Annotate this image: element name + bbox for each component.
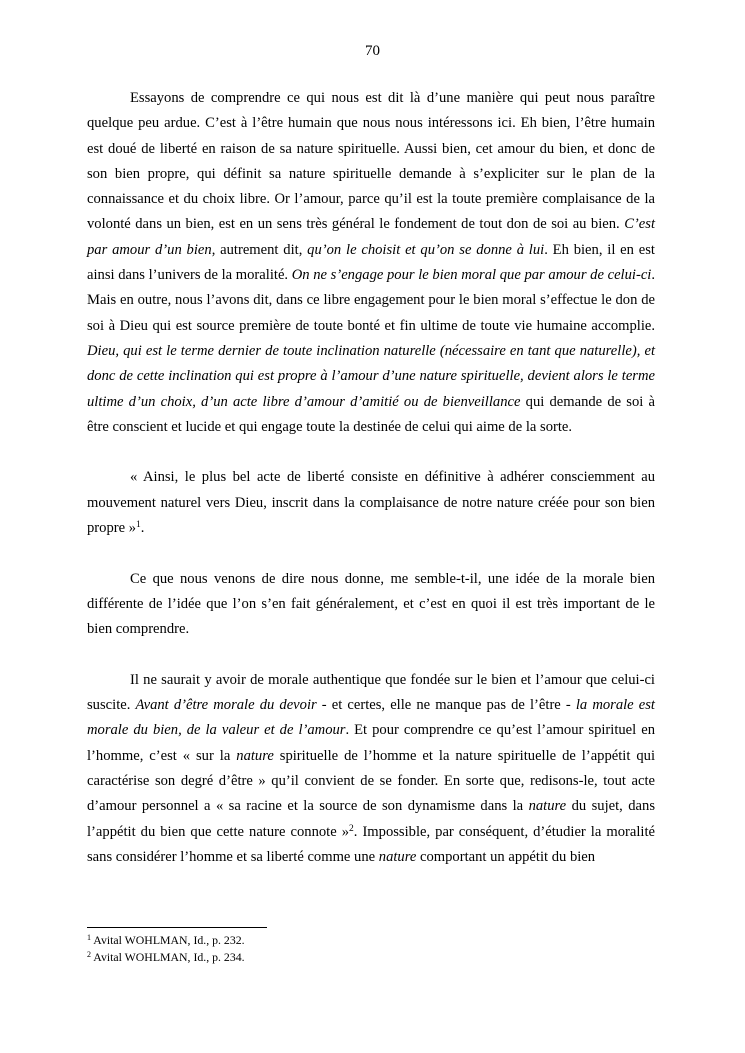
text-run: . Et pour comprendre ce qu’est l’amour spirituel en l’homme, c’est « sur la — [87, 722, 655, 764]
italic-text: nature — [378, 848, 417, 865]
page-number: 70 — [365, 43, 380, 59]
text-run: spirituelle de l’homme et la nature spirituelle de l’appétit qui caractérise son degré d’être » qu’il convient de se fonder. En sorte que, redisons-le, tout acte d’amour personnel a « sa racine et la source de son dynamisme dans la — [87, 747, 656, 815]
footnote-text: Avital WOHLMAN, Id., p. 232. — [91, 933, 245, 947]
footnote-separator — [87, 927, 267, 928]
footnote-text: Avital WOHLMAN, Id., p. 234. — [91, 950, 245, 964]
text-run: . — [140, 520, 145, 537]
text-run: Essayons de comprendre ce qui nous est dit là d’une manière qui peut nous paraître quelque peu ardue. C’est à l’être humain que nous nous intéressons ici. Eh bien, l’être humain est doué de liberté en raison de sa nature spirituelle. Aussi bien, cet amour du bien, et donc de son bien propre, qui définit sa nature spirituelle demande à s’expliciter sur le plan de la connaissance et du choix libre. Or l’amour, parce qu’il est la toute première complaisance de la volonté dans un bien, est en un sens très général le fondement de tout don de soi au bien. — [87, 90, 655, 233]
italic-text: qu’on le choisit et qu’on se donne à lui — [307, 241, 545, 258]
italic-text: On ne s’engage pour le bien moral que par amour de celui-ci — [291, 267, 652, 284]
footnote-2 — [87, 949, 655, 966]
italic-text: nature — [528, 798, 567, 815]
italic-text: Avant d’être morale du devoir — [135, 697, 317, 714]
footnote-marker: 2 — [87, 950, 91, 959]
italic-text: Dieu, qui est le terme dernier de toute inclination naturelle (nécessaire en tant que naturelle), et donc de cette inclination qui est propre à l’amour d’une nature spirituelle, devient alors le terme ultime d’un choix, d’un acte libre d’amour d’amitié ou de bienveillance — [87, 342, 655, 410]
footnote-ref: 1 — [136, 520, 141, 531]
paragraph-3 — [87, 567, 655, 643]
text-run: « Ainsi, le plus bel acte de liberté consiste en définitive à adhérer consciemment au mouvement naturel vers Dieu, inscrit dans la complaisance de notre nature créée pour son bien propre » — [87, 469, 655, 537]
text-run: du sujet, dans l’appétit du bien que cette nature connote » — [87, 798, 655, 840]
text-run: Il ne saurait y avoir de morale authentique que fondée sur le bien et l’amour que celui-ci suscite. — [87, 671, 655, 714]
footnote-ref: 2 — [349, 823, 354, 834]
italic-text: la morale est morale du bien, de la valeur et de l’amour — [87, 697, 655, 739]
body-text — [87, 86, 655, 870]
italic-text: nature — [236, 747, 274, 764]
text-run: - et certes, elle ne manque pas de l’être - — [316, 697, 576, 714]
text-run: , autrement dit, — [211, 241, 308, 258]
paragraph-4 — [87, 668, 655, 870]
footnote-marker: 1 — [87, 933, 91, 942]
paragraph-2 — [87, 465, 655, 541]
text-run: . Impossible, par conséquent, d’étudier la moralité sans considérer l’homme et sa liberté comme une — [87, 823, 655, 865]
text-run: comportant un appétit du bien — [416, 848, 596, 865]
footnote-1 — [87, 932, 655, 949]
paragraph-1 — [87, 86, 655, 440]
text-run: . Mais en outre, nous l’avons dit, dans ce libre engagement pour le bien moral s’effectue le don de soi à Dieu qui est source première de toute bonté et fin ultime de toute vie humaine accomplie. — [87, 267, 656, 334]
text-run: Ce que nous venons de dire nous donne, me semble-t-il, une idée de la morale bien différente de l’idée que l’on s’en fait généralement, et c’est en quoi il est très important de le bien comprendre. — [87, 570, 655, 638]
text-run: . Eh bien, il en est ainsi dans l’univers de la moralité. — [87, 241, 655, 284]
text-run: qui demande de soi à être conscient et lucide et qui engage toute la destinée de celui qui aime de la sorte. — [87, 393, 655, 435]
footnotes — [87, 932, 655, 966]
italic-text: C’est par amour d’un bien — [87, 216, 655, 258]
